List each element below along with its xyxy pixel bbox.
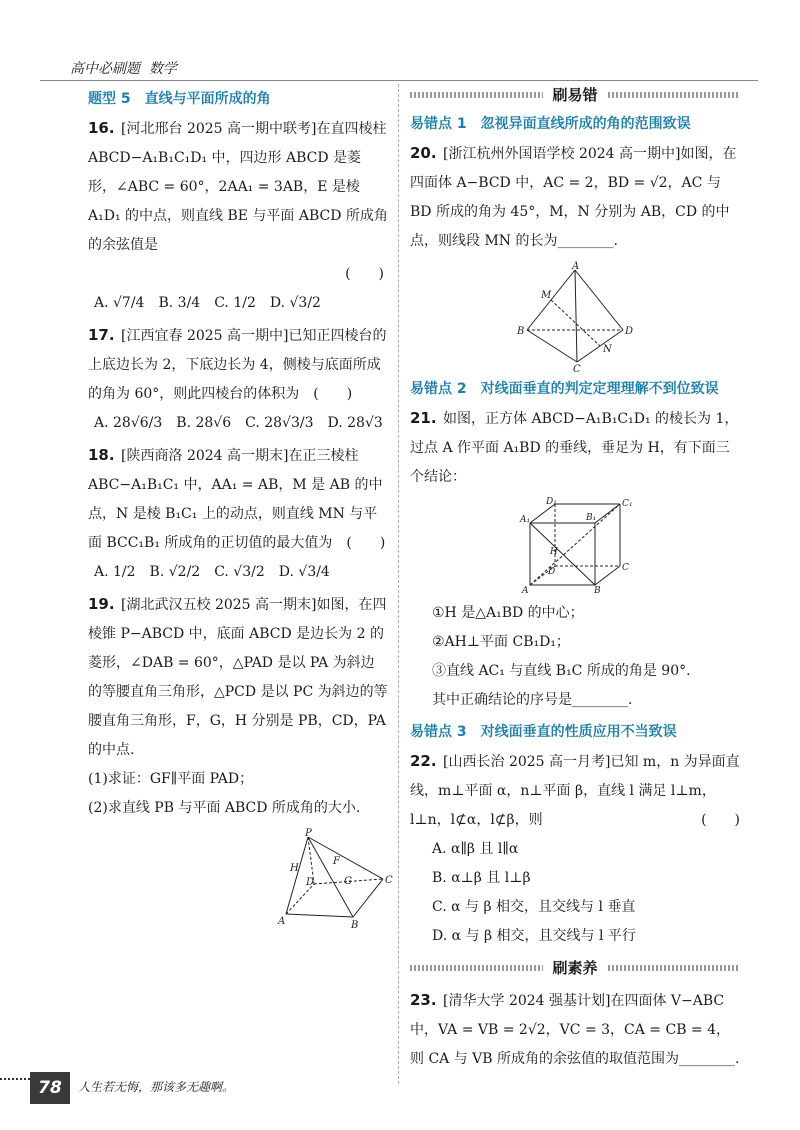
svg-text:D: D [625,326,634,337]
question-23 [410,986,740,1074]
book-title: 高中必刷题 [70,61,140,77]
svg-text:F: F [333,856,340,867]
question-number: 16. [88,119,115,137]
column-divider [398,84,399,1084]
svg-text:A: A [572,261,580,272]
svg-text:A: A [278,916,286,927]
question-tail: 其中正确结论的序号是________. [432,692,633,708]
question-21 [410,404,740,492]
error-point-3: 易错点 3 对线面垂直的性质应用不当致误 [410,724,677,740]
header-rule [40,80,758,81]
part-1: (1)求证：GF∥平面 PAD； [88,771,254,787]
question-21-items [410,599,740,715]
banner-title: 刷易错 [552,86,598,104]
option-a: A. √7/4 [94,295,145,311]
question-text: [清华大学 2024 强基计划]在四面体 V−ABC 中，VA = VB = 2√2，VC = 3，CA = CB = 4，则 CA 与 VB 所成角的余弦值的取值范围为________. [410,993,740,1067]
svg-text:D₁: D₁ [546,497,557,507]
question-text: 如图，正方体 ABCD−A₁B₁C₁D₁ 的棱长为 1，过点 A 作平面 A₁BD 的垂线，垂足为 H，有下面三个结论： [410,411,739,485]
question-17 [88,321,388,409]
banner-errors [410,84,740,105]
svg-text:B₁: B₁ [586,513,597,523]
svg-text:B: B [351,920,359,931]
footer-dots [0,1078,30,1080]
subject: 数学 [148,61,177,77]
option-c: C. 1/2 [214,295,256,311]
cube-diagram [520,497,633,596]
svg-text:N: N [603,344,612,355]
question-number: 23. [410,991,437,1009]
option-a: A. 1/2 [94,564,136,580]
question-number: 18. [88,446,115,464]
footer-motto: 人生若无悔，那该多无趣啊。 [78,1080,235,1094]
question-20 [410,139,740,256]
options-18 [94,564,388,580]
item-2: ②AH⊥平面 CB₁D₁； [432,634,570,650]
option-d: D. 28√3 [327,415,383,431]
banner-title: 刷素养 [552,959,598,977]
options-16 [94,295,388,311]
right-column [410,84,740,1080]
question-number: 22. [410,752,437,770]
svg-text:A₁: A₁ [520,515,531,525]
option-d: D. √3/2 [269,295,321,311]
question-number: 20. [410,144,437,162]
options-17 [94,415,388,431]
svg-text:B: B [517,326,525,337]
answer-bracket: ( ) [345,266,384,282]
options-22 [410,835,740,951]
option-c: C. √3/2 [214,564,265,580]
question-text: [陕西商洛 2024 高一期末]在正三棱柱 ABC−A₁B₁C₁ 中，AA₁ = AB，M 是 AB 的中点，N 是棱 B₁C₁ 上的动点，则直线 MN 与平面 BCC₁B₁ 所成角的正切值的最大值为 ( ) [88,448,386,551]
item-1: ①H 是△A₁BD 的中心； [432,605,584,621]
question-text: [河北邢台 2025 高一期中联考]在直四棱柱 ABCD−A₁B₁C₁D₁ 中，四边形 ABCD 是菱形，∠ABC = 60°，2AA₁ = 3AB，E 是棱 A₁D₁ 的中点，则直线 BE 与平面 ABCD 所成角的余弦值是 [88,121,388,253]
question-16 [88,114,388,289]
question-22 [410,747,740,951]
tetrahedron-diagram [515,261,635,375]
svg-text:G: G [344,876,352,887]
svg-text:C: C [385,875,393,886]
option-d: D. √3/4 [278,564,330,580]
question-number: 19. [88,595,115,613]
option-b: B. 3/4 [158,295,201,311]
svg-text:B: B [594,586,601,596]
svg-text:P: P [305,828,312,839]
svg-text:M: M [541,290,552,301]
part-2: (2)求直线 PB 与平面 ABCD 所成角的大小. [88,800,361,816]
pyramid-diagram [278,829,398,929]
svg-text:H: H [290,863,299,874]
page-number: 78 [30,1072,70,1104]
question-number: 17. [88,326,115,344]
question-text: [浙江杭州外国语学校 2024 高一期中]如图，在四面体 A−BCD 中，AC = 2，BD = √2，AC 与 BD 所成的角为 45°，M，N 分别为 AB，CD 的中点，则线段 MN 的长为________. [410,146,737,249]
question-text: [江西宜春 2025 高一期中]已知正四棱台的上底边长为 2，下底边长为 4，侧棱与底面所成的角为 60°，则此四棱台的体积为 ( ) [88,328,387,402]
item-3: ③直线 AC₁ 与直线 B₁C 所成的角是 90°. [432,663,691,679]
question-number: 21. [410,409,437,427]
error-point-1: 易错点 1 忽视异面直线所成的角的范围致误 [410,116,691,132]
option-b: B. α⊥β 且 l⊥β [432,870,531,886]
option-c: C. 28√3/3 [245,415,314,431]
question-18 [88,441,388,558]
svg-text:D: D [548,567,556,577]
question-19 [88,590,388,823]
svg-text:C: C [622,563,629,573]
svg-text:C: C [573,364,581,375]
option-b: B. √2/2 [149,564,201,580]
section-heading: 题型 5 直线与平面所成的角 [88,91,271,107]
svg-text:D: D [306,877,315,888]
question-text: [山西长治 2025 高一月考]已知 m，n 为异面直线，m⊥平面 α，n⊥平面 β，直线 l 满足 l⊥m，l⊥n，l⊄α，l⊄β，则 [410,754,740,828]
running-header [70,58,177,78]
question-text: [湖北武汉五校 2025 高一期末]如图，在四棱锥 P−ABCD 中，底面 ABCD 是边长为 2 的菱形，∠DAB = 60°，△PAD 是以 PA 为斜边的等腰直角三角形，△PCD 是以 PC 为斜边的等腰直角三角形，F，G，H 分别是 PB，CD，PA 的中点. [88,597,388,758]
option-b: B. 28√6 [176,415,232,431]
svg-text:A: A [522,586,529,596]
option-a: A. 28√6/3 [94,415,163,431]
left-column [88,84,393,935]
option-d: D. α 与 β 相交，且交线与 l 平行 [432,928,636,944]
svg-text:C₁: C₁ [622,499,633,509]
option-a: A. α∥β 且 l∥α [432,841,519,857]
svg-text:H: H [550,547,558,557]
answer-bracket: ( ) [701,812,740,828]
option-c: C. α 与 β 相交，且交线与 l 垂直 [432,899,636,915]
error-point-2: 易错点 2 对线面垂直的判定定理理解不到位致误 [410,381,719,397]
banner-literacy [410,957,740,978]
